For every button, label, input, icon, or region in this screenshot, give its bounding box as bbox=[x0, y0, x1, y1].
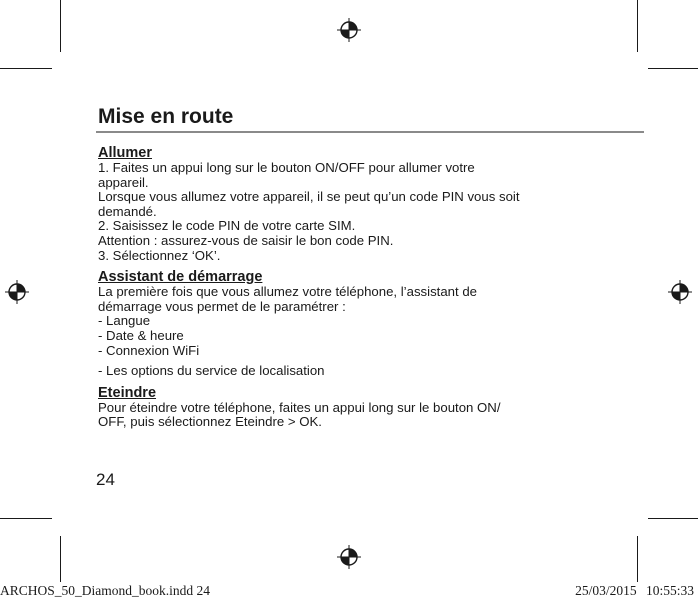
eteindre-line: Pour éteindre votre téléphone, faites un appui long sur le bouton ON/ bbox=[98, 399, 501, 415]
crop-mark-top-right-vertical bbox=[637, 0, 638, 52]
assistant-intro-line: démarrage vous permet de le paramétrer : bbox=[98, 298, 346, 314]
registration-mark-bottom-icon bbox=[337, 545, 361, 569]
allumer-line: Attention : assurez-vous de saisir le bon code PIN. bbox=[98, 232, 394, 248]
assistant-intro-line: La première fois que vous allumez votre téléphone, l’assistant de bbox=[98, 284, 477, 300]
allumer-line: Lorsque vous allumez votre appareil, il se peut qu’un code PIN vous soit bbox=[98, 189, 520, 205]
assistant-list bbox=[98, 314, 658, 358]
section-eteindre bbox=[98, 385, 658, 430]
heading-assistant: Assistant de démarrage bbox=[98, 269, 263, 286]
slug-filename: ARCHOS_50_Diamond_book.indd 24 bbox=[0, 583, 211, 598]
crop-mark-top-left-vertical bbox=[60, 0, 61, 52]
eteindre-line: OFF, puis sélectionnez Eteindre > OK. bbox=[98, 414, 322, 430]
heading-eteindre: Eteindre bbox=[98, 384, 157, 401]
section-title: Mise en route bbox=[98, 105, 234, 128]
slug-datetime: 25/03/2015 10:55:33 bbox=[575, 583, 694, 598]
crop-mark-top-left-horizontal bbox=[0, 68, 52, 69]
page-number: 24 bbox=[96, 470, 115, 489]
registration-mark-top-icon bbox=[337, 18, 361, 42]
heading-allumer: Allumer bbox=[98, 145, 152, 161]
allumer-line: appareil. bbox=[98, 174, 149, 190]
crop-mark-bottom-right-horizontal bbox=[648, 518, 698, 519]
list-item: - Langue bbox=[98, 313, 151, 329]
allumer-line: demandé. bbox=[98, 203, 157, 219]
section-allumer bbox=[98, 145, 658, 263]
allumer-line: 3. Sélectionnez ‘OK’. bbox=[98, 247, 221, 263]
list-item: - Date & heure bbox=[98, 327, 184, 343]
crop-mark-bottom-left-vertical bbox=[60, 536, 61, 582]
crop-mark-bottom-right-vertical bbox=[637, 536, 638, 582]
page-content bbox=[98, 145, 658, 430]
list-item: - Connexion WiFi bbox=[98, 342, 200, 358]
allumer-line: 1. Faites un appui long sur le bouton ON/OFF pour allumer votre bbox=[98, 160, 475, 175]
crop-mark-top-right-horizontal bbox=[648, 68, 698, 69]
title-underline-rule bbox=[96, 131, 644, 133]
registration-mark-right-icon bbox=[668, 280, 692, 304]
allumer-line: 2. Saisissez le code PIN de votre carte SIM. bbox=[98, 218, 356, 234]
crop-mark-bottom-left-horizontal bbox=[0, 518, 52, 519]
section-assistant bbox=[98, 269, 658, 379]
list-item: - Les options du service de localisation bbox=[98, 363, 325, 379]
registration-mark-left-icon bbox=[5, 280, 29, 304]
